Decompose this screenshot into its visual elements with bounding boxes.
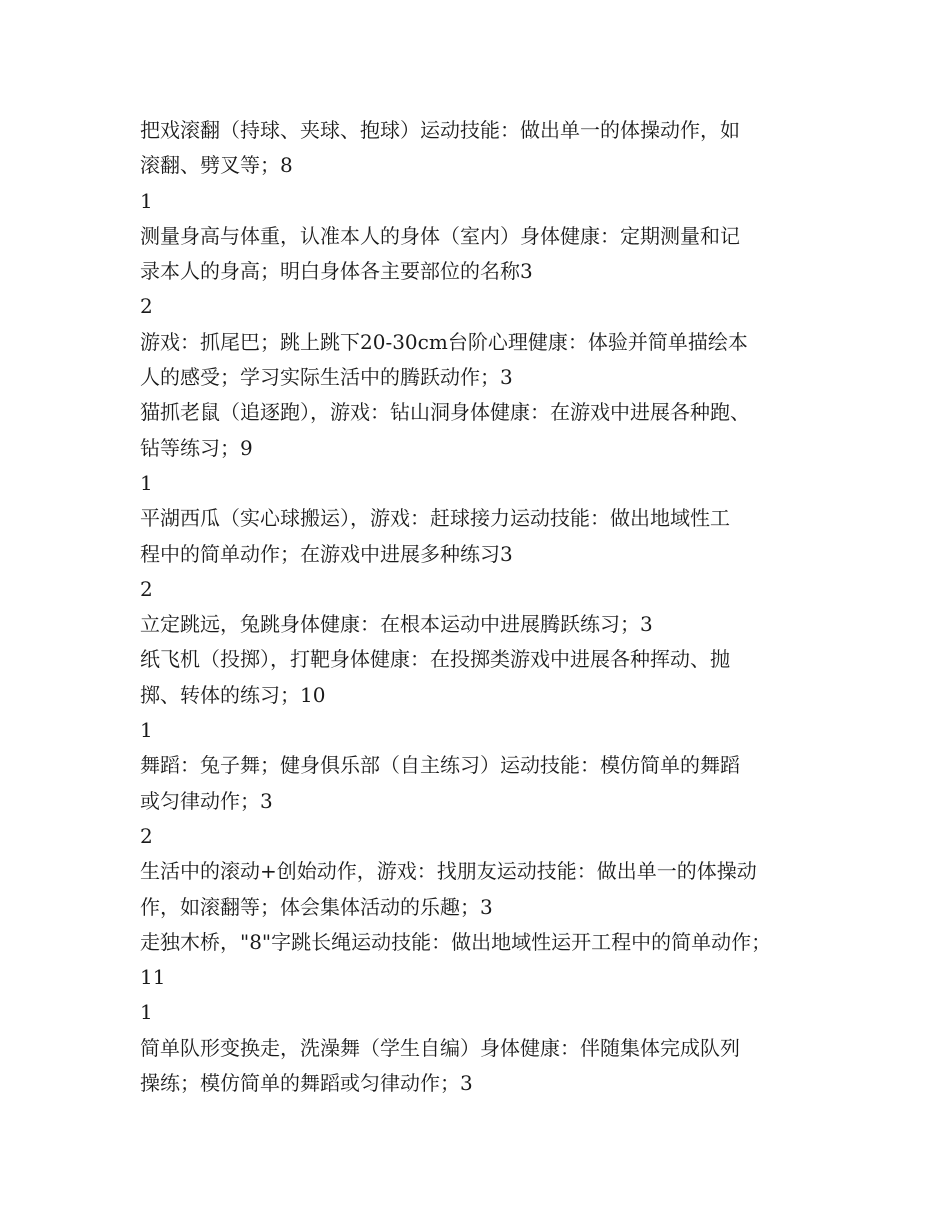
text-line: 测量身高与体重，认准本人的身体（室内）身体健康：定期测量和记 (140, 223, 740, 248)
text-line: 操练；模仿简单的舞蹈或匀律动作；3 (140, 1071, 473, 1096)
text-line: 走独木桥，"8"字跳长绳运动技能：做出地域性运开工程中的简单动作； (140, 929, 772, 954)
text-line: 2 (140, 823, 153, 848)
text-line: 1 (140, 1000, 153, 1025)
text-line: 1 (140, 470, 153, 495)
text-line: 简单队形变换走，洗澡舞（学生自编）身体健康：伴随集体完成队列 (140, 1035, 740, 1060)
text-line: 录本人的身高；明白身体各主要部位的名称3 (140, 259, 533, 284)
text-line: 作，如滚翻等；体会集体活动的乐趣；3 (140, 894, 493, 919)
text-line: 2 (140, 294, 153, 319)
text-line: 11 (140, 965, 166, 990)
text-line: 掷、转体的练习；10 (140, 682, 326, 707)
text-line: 纸飞机（投掷），打靶身体健康：在投掷类游戏中进展各种挥动、抛 (140, 647, 730, 672)
text-line: 滚翻、劈叉等；8 (140, 153, 293, 178)
text-line: 游戏：抓尾巴；跳上跳下20-30cm台阶心理健康：体验并简单描绘本 (140, 329, 748, 354)
text-line: 把戏滚翻（持球、夹球、抱球）运动技能：做出单一的体操动作，如 (140, 118, 740, 142)
text-line: 平湖西瓜（实心球搬运），游戏：赶球接力运动技能：做出地域性工 (140, 506, 730, 531)
document-body (140, 113, 830, 1101)
text-line: 2 (140, 576, 153, 601)
text-line: 人的感受；学习实际生活中的腾跃动作；3 (140, 365, 513, 390)
text-line: 1 (140, 188, 153, 213)
text-line: 程中的简单动作；在游戏中进展多种练习3 (140, 541, 513, 566)
text-line: 舞蹈：兔子舞；健身俱乐部（自主练习）运动技能：模仿简单的舞蹈 (140, 753, 740, 778)
text-line: 猫抓老鼠（追逐跑），游戏：钻山洞身体健康：在游戏中进展各种跑、 (140, 400, 750, 425)
text-line: 钻等练习；9 (140, 435, 253, 460)
text-line: 或匀律动作；3 (140, 788, 273, 813)
text-line: 1 (140, 718, 153, 743)
text-line: 生活中的滚动+创始动作，游戏：找朋友运动技能：做出单一的体操动 (140, 859, 757, 884)
text-line: 立定跳远，兔跳身体健康：在根本运动中进展腾跃练习；3 (140, 612, 653, 637)
